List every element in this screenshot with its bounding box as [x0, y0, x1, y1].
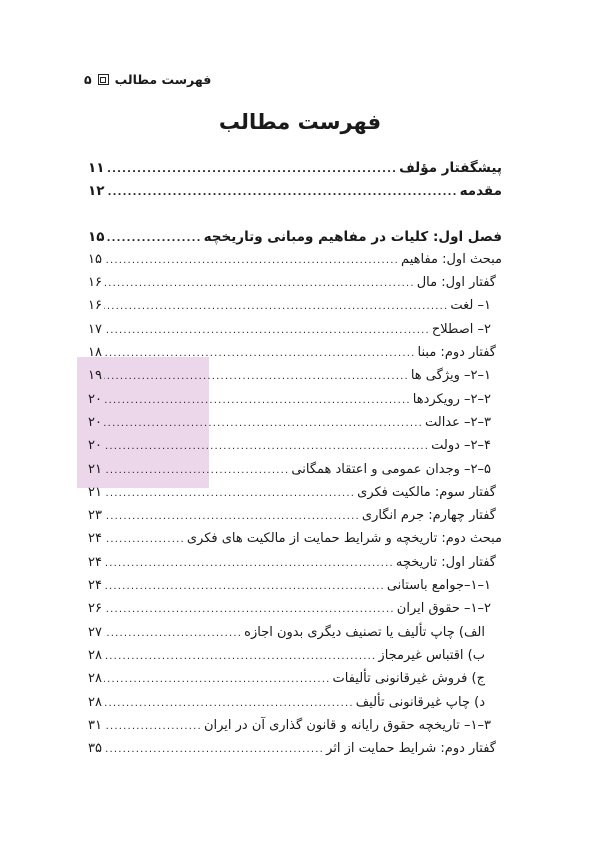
- toc-entry-page: ۳۵: [88, 741, 102, 757]
- toc-entry[interactable]: [88, 392, 502, 415]
- dot-leader: [106, 233, 201, 244]
- toc-entry-title: ۲– اصطلاح: [431, 321, 491, 337]
- dot-leader: [104, 488, 355, 499]
- dot-leader: [106, 164, 397, 175]
- toc-entry-page: ۲۳: [88, 508, 102, 524]
- toc-entry-page: ۱۶: [88, 298, 102, 314]
- dot-leader: [104, 371, 409, 382]
- toc-entry[interactable]: [88, 160, 502, 183]
- toc-entry-title: مبحث دوم: تاریخچه و شرایط حمایت از مالکیت های فکری: [186, 531, 502, 547]
- dot-leader: [104, 558, 394, 569]
- toc-entry-page: ۲۱: [88, 461, 102, 477]
- toc-entry-page: ۱۷: [88, 321, 102, 337]
- toc-entry-page: ۲۸: [88, 671, 102, 687]
- toc-entry[interactable]: [88, 345, 502, 368]
- toc-entry[interactable]: [88, 718, 502, 741]
- toc-entry-page: ۳۱: [88, 717, 102, 733]
- toc-entry[interactable]: [88, 671, 502, 694]
- dot-leader: [104, 441, 429, 452]
- toc-entry-page: ۲۶: [88, 601, 102, 617]
- toc-entry-title: ۲–۲– رویکردها: [412, 391, 491, 407]
- toc-entry[interactable]: [88, 648, 502, 671]
- toc-entry-page: ۲۴: [88, 554, 102, 570]
- dot-leader: [104, 674, 331, 685]
- toc-entry[interactable]: [88, 229, 502, 252]
- dot-leader: [104, 255, 399, 266]
- toc-entry[interactable]: [88, 415, 502, 438]
- toc-entry-title: الف) چاپ تألیف یا تصنیف دیگری بدون اجازه: [244, 624, 485, 640]
- dot-leader: [104, 278, 415, 289]
- toc-entry[interactable]: [88, 252, 502, 275]
- dot-leader: [104, 651, 376, 662]
- section-gap: [88, 207, 502, 229]
- toc-entry-title: گفتار سوم: مالکیت فکری: [357, 484, 496, 500]
- toc-entry-title: ۲–۱– حقوق ایران: [396, 601, 491, 617]
- toc-entry-title: ۴–۲– دولت: [431, 438, 491, 454]
- toc-entry-title: پیشگفتار مؤلف: [399, 160, 502, 176]
- toc-entry-title: مقدمه: [459, 183, 502, 200]
- toc-entry-page: ۱۱: [88, 160, 105, 176]
- toc-entry[interactable]: [88, 625, 502, 648]
- toc-entry[interactable]: [88, 298, 502, 321]
- toc-entry-title: گفتار چهارم: جرم انگاری: [361, 508, 496, 524]
- toc-entry-title: فصل اول: کلیات در مفاهیم ومبانی وتاریخچه: [203, 228, 502, 245]
- dot-leader: [104, 418, 423, 429]
- dot-leader: [104, 348, 416, 359]
- toc-entry-title: گفتار دوم: مبنا: [417, 345, 496, 361]
- toc-entry-page: ۲۴: [88, 578, 102, 594]
- toc-entry[interactable]: [88, 578, 502, 601]
- toc-entry[interactable]: [88, 275, 502, 298]
- page-title: فهرست مطالب: [218, 110, 382, 134]
- toc-entry-page: ۲۰: [88, 414, 102, 430]
- toc-entry-title: گفتار دوم: شرایط حمایت از اثر: [326, 741, 496, 757]
- dot-leader: [104, 698, 354, 709]
- toc-entry-page: ۲۷: [88, 624, 102, 640]
- page-number: ۵: [84, 72, 92, 87]
- dot-leader: [104, 511, 360, 522]
- dot-leader: [104, 301, 448, 312]
- toc-entry-title: گفتار اول: تاریخچه: [395, 554, 496, 570]
- dot-leader: [104, 604, 395, 615]
- toc-entry[interactable]: [88, 741, 502, 764]
- toc-entry[interactable]: [88, 601, 502, 624]
- toc-entry-title: ۳–۱– تاریخچه حقوق رایانه و قانون گذاری آن در ایران: [203, 717, 491, 733]
- running-header: [84, 72, 211, 87]
- framed-square-icon: [98, 74, 109, 85]
- toc-entry-title: ۱–۱–جوامع باستانی: [386, 578, 491, 594]
- dot-leader: [104, 721, 202, 732]
- toc-entry-page: ۲۱: [88, 484, 102, 500]
- toc-entry-page: ۲۸: [88, 694, 102, 710]
- dot-leader: [106, 187, 457, 198]
- toc-entry[interactable]: [88, 368, 502, 391]
- dot-leader: [104, 628, 242, 639]
- toc-entry-title: ۳–۲– عدالت: [424, 414, 491, 430]
- toc-entry-title: ۱– لغت: [450, 298, 491, 314]
- toc-entry-title: ب) اقتباس غیرمجاز: [378, 647, 485, 663]
- toc-chapter-one: [88, 229, 502, 765]
- toc-entry-page: ۱۹: [88, 368, 102, 384]
- toc-entry-title: د) چاپ غیرقانونی تألیف: [355, 694, 485, 710]
- toc-entry-page: ۱۵: [88, 228, 105, 245]
- toc-entry-title: ۱–۲– ویژگی ها: [410, 368, 491, 384]
- toc-entry-page: ۱۵: [88, 251, 102, 267]
- toc-entry-page: ۱۲: [88, 183, 105, 200]
- dot-leader: [104, 581, 385, 592]
- toc-front-matter: [88, 160, 502, 207]
- toc-entry-title: ج) فروش غیرقانونی تألیفات: [332, 671, 485, 687]
- toc-entry-title: مبحث اول: مفاهیم: [401, 251, 502, 267]
- dot-leader: [104, 465, 289, 476]
- toc-entry[interactable]: [88, 485, 502, 508]
- dot-leader: [104, 395, 411, 406]
- toc-entry[interactable]: [88, 322, 502, 345]
- toc-entry[interactable]: [88, 508, 502, 531]
- toc-entry[interactable]: [88, 695, 502, 718]
- toc-entry-page: ۲۰: [88, 391, 102, 407]
- toc-entry-page: ۲۰: [88, 438, 102, 454]
- toc-entry-title: ۵–۲– وجدان عمومی و اعتقاد همگانی: [291, 461, 491, 477]
- dot-leader: [104, 534, 185, 545]
- toc-entry-page: ۱۸: [88, 345, 102, 361]
- toc-entry-title: گفتار اول: مال: [416, 275, 496, 291]
- table-of-contents: [88, 160, 502, 764]
- toc-entry[interactable]: [88, 183, 502, 206]
- toc-entry-page: ۲۸: [88, 647, 102, 663]
- toc-entry-page: ۲۴: [88, 531, 102, 547]
- toc-entry[interactable]: [88, 462, 502, 485]
- dot-leader: [104, 744, 324, 755]
- toc-entry-page: ۱۶: [88, 275, 102, 291]
- running-header-title: فهرست مطالب: [114, 72, 212, 87]
- toc-entry[interactable]: [88, 531, 502, 554]
- dot-leader: [104, 325, 430, 336]
- toc-entry[interactable]: [88, 555, 502, 578]
- toc-entry[interactable]: [88, 438, 502, 461]
